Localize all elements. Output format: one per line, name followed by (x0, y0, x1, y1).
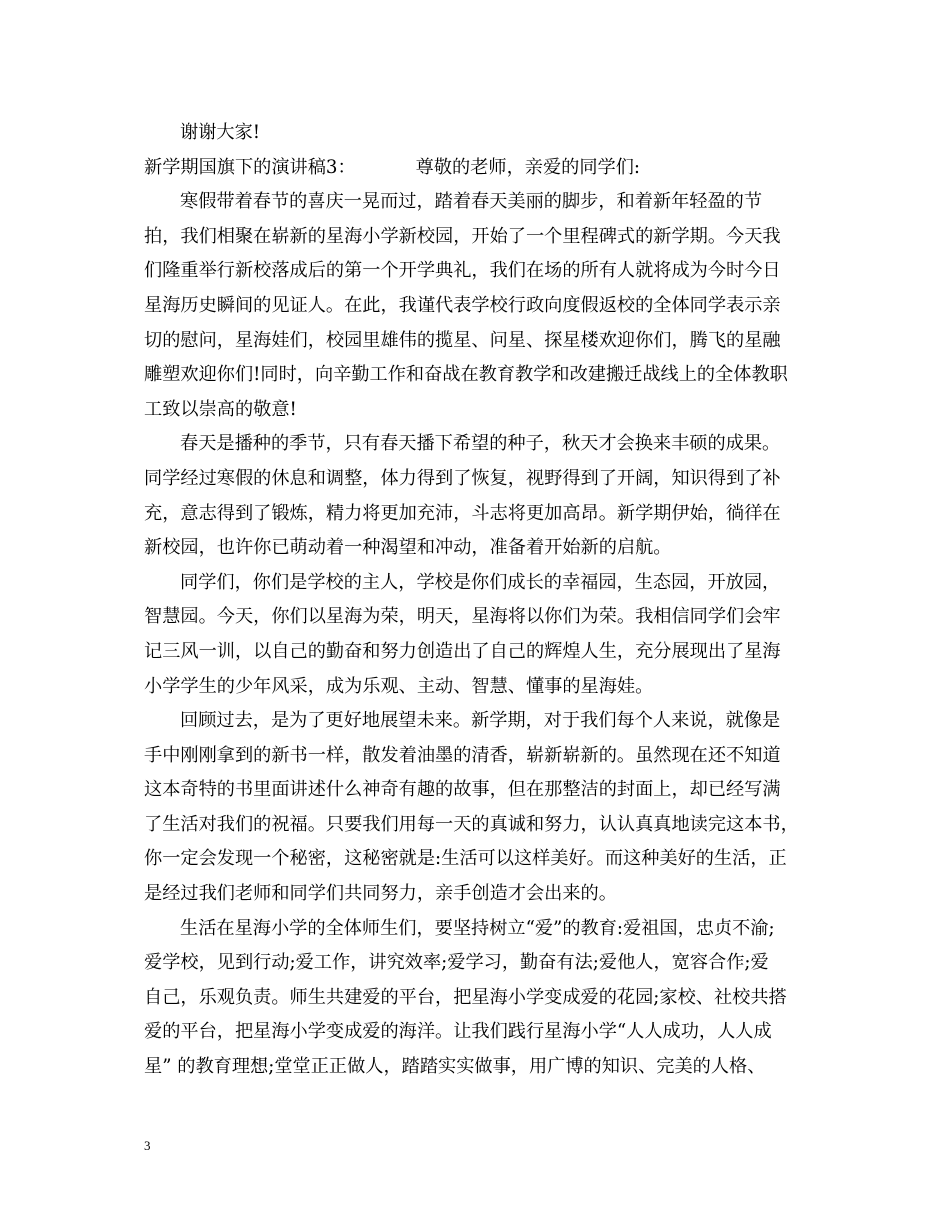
text-line: 生活在星海小学的全体师生们，要坚持树立“爱”的教育:爱祖国，忠贞不渝; (180, 917, 775, 939)
text-line: 工致以崇高的敬意! (144, 398, 297, 420)
text-line: 切的慰问，星海娃们，校园里雄伟的揽星、问星、探星楼欢迎你们，腾飞的星融 (144, 329, 781, 351)
text-line: 雕塑欢迎你们!同时，向辛勤工作和奋战在教育教学和改建搬迁战线上的全体教职 (144, 364, 788, 386)
text-line: 是经过我们老师和同学们共同努力，亲手创造才会出来的。 (144, 883, 617, 905)
text-line: 充，意志得到了锻炼，精力将更加充沛，斗志将更加高昂。新学期伊始，徜徉在 (144, 502, 781, 524)
speech-heading (144, 151, 824, 186)
text-line: 星海历史瞬间的见证人。在此，我谨代表学校行政向度假返校的全体同学表示亲 (144, 294, 781, 316)
text-line: 小学学生的少年风采，成为乐观、主动、智慧、懂事的星海娃。 (144, 675, 654, 697)
text-line: 你一定会发现一个秘密，这秘密就是:生活可以这样美好。而这种美好的生活，正 (144, 848, 787, 870)
text-line: 回顾过去，是为了更好地展望未来。新学期，对于我们每个人来说，就像是 (180, 710, 781, 732)
speech-salutation: 尊敬的老师，亲爱的同学们: (415, 156, 641, 178)
text-line: 自己，乐观负责。师生共建爱的平台，把星海小学变成爱的花园;家校、社校共搭 (144, 986, 787, 1008)
speech-body (144, 185, 824, 1084)
text-line: 智慧园。今天，你们以星海为荣，明天，星海将以你们为荣。我相信同学们会牢 (144, 606, 781, 628)
text-line: 同学们，你们是学校的主人，学校是你们成长的幸福园，生态园，开放园， (180, 571, 781, 593)
text-line: 这本奇特的书里面讲述什么神奇有趣的故事，但在那整洁的封面上，却已经写满 (144, 779, 781, 801)
text-line: 同学经过寒假的休息和调整，体力得到了恢复，视野得到了开阔，知识得到了补 (144, 467, 781, 489)
text-line: 记三风一训，以自己的勤奋和努力创造出了自己的辉煌人生，充分展现出了星海 (144, 640, 781, 662)
speech-title: 新学期国旗下的演讲稿3： (144, 156, 356, 178)
text-line: 了生活对我们的祝福。只要我们用每一天的真诚和努力，认认真真地读完这本书， (144, 813, 799, 835)
text-line: 寒假带着春节的喜庆一晃而过，踏着春天美丽的脚步，和着新年轻盈的节 (180, 191, 763, 213)
text-line: 拍，我们相聚在崭新的星海小学新校园，开始了一个里程碑式的新学期。今天我 (144, 225, 781, 247)
text-line: 春天是播种的季节，只有春天播下希望的种子，秋天才会换来丰硕的成果。 (180, 433, 781, 455)
page-number: 3 (144, 1138, 151, 1153)
text-line: 新校园，也许你已萌动着一种渴望和冲动，准备着开始新的启航。 (144, 537, 672, 559)
text-line: 爱的平台，把星海小学变成爱的海洋。让我们践行星海小学“人人成功，人人成 (144, 1021, 772, 1043)
text-line: 们隆重举行新校落成后的第一个开学典礼，我们在场的所有人就将成为今时今日 (144, 260, 781, 282)
text-line: 爱学校，见到行动;爱工作，讲究效率;爱学习，勤奋有法;爱他人，宽容合作;爱 (144, 952, 769, 974)
text-line: 手中刚刚拿到的新书一样，散发着油墨的清香，崭新崭新的。虽然现在还不知道 (144, 744, 781, 766)
document-body (144, 116, 824, 1085)
closing-line: 谢谢大家! (180, 122, 261, 143)
text-line: 星” 的教育理想;堂堂正正做人，踏踏实实做事，用广博的知识、完美的人格、 (144, 1056, 766, 1078)
